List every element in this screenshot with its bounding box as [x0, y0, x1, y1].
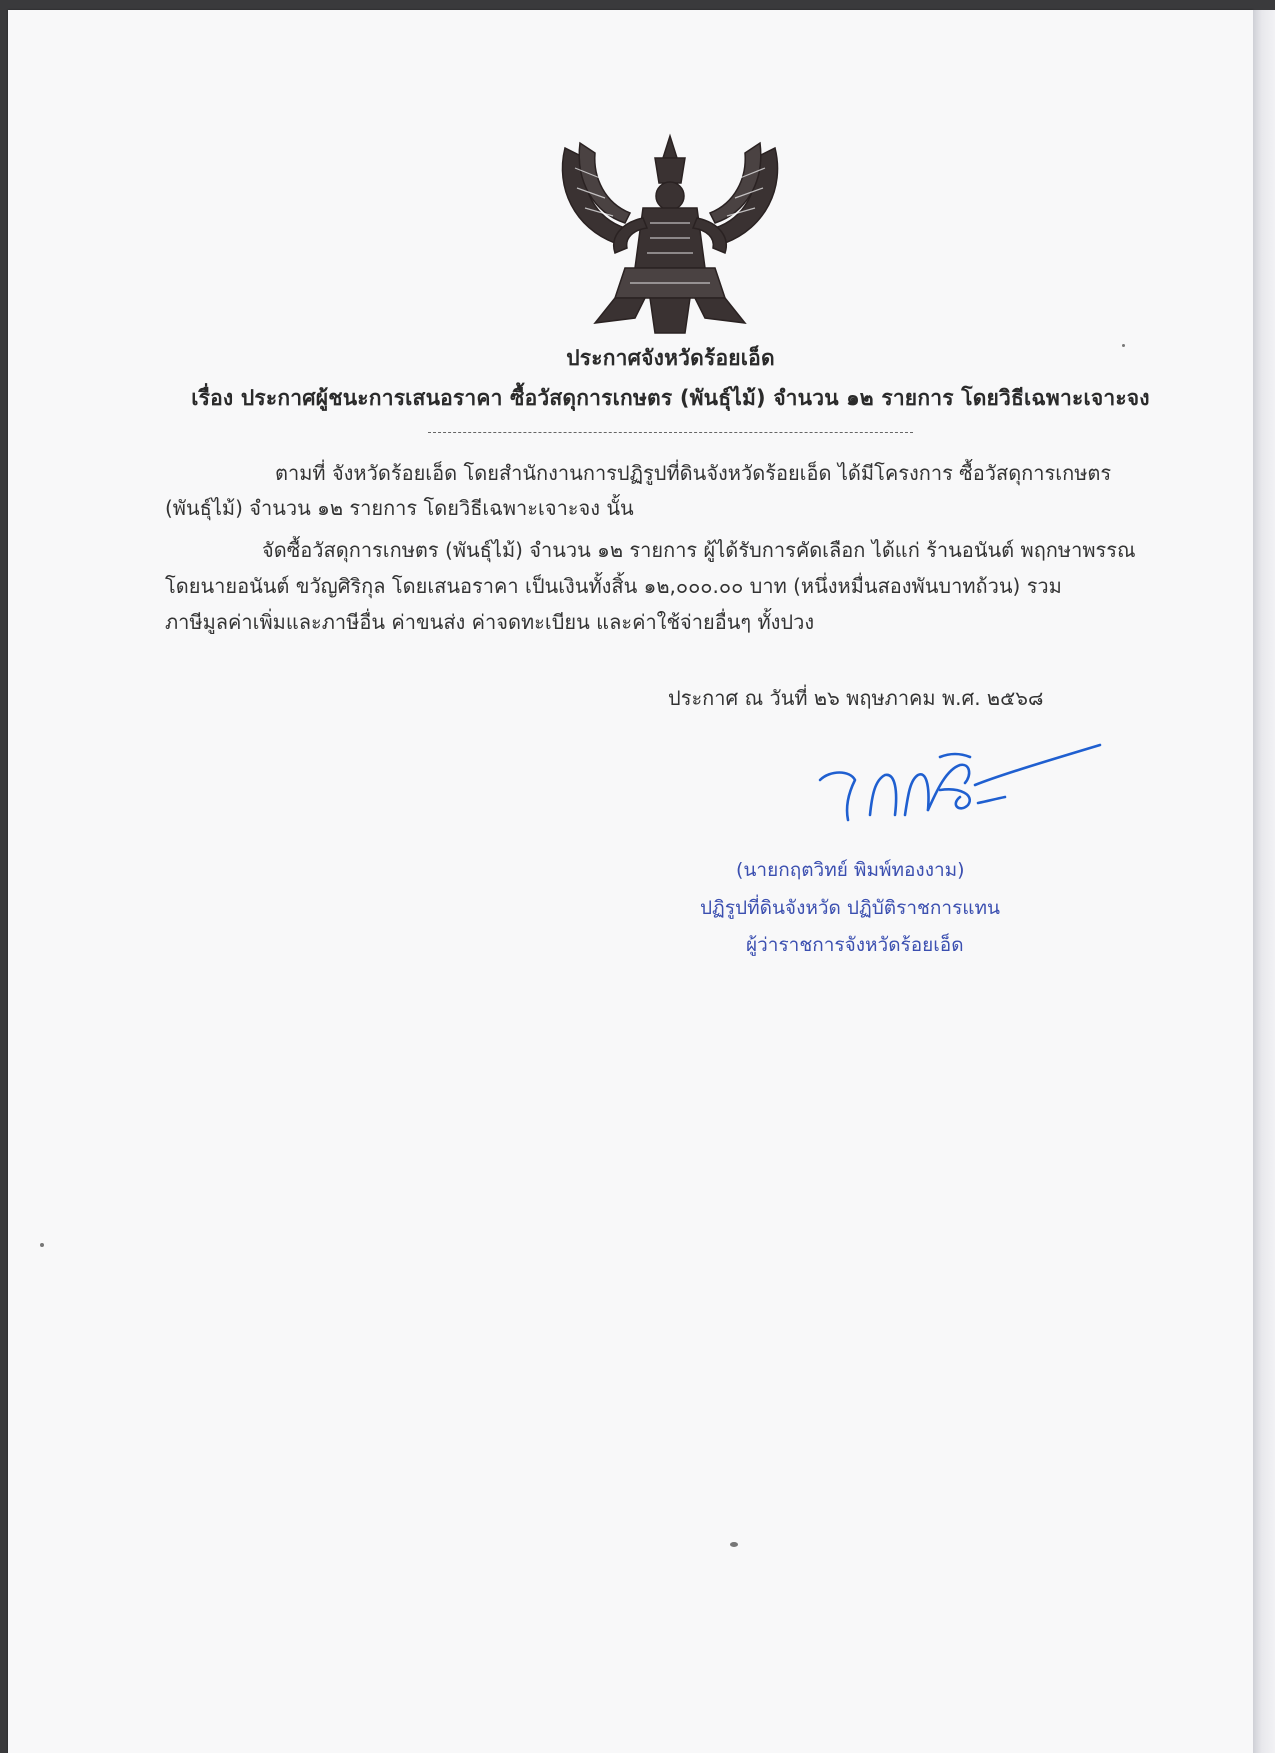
signatory-position: ปฏิรูปที่ดินจังหวัด ปฏิบัติราชการแทน	[700, 897, 1001, 919]
scan-speck	[1122, 344, 1125, 347]
scan-edge	[1253, 10, 1275, 1753]
paragraph-2-line-2: โดยนายอนันต์ ขวัญศิริกุล โดยเสนอราคา เป็นเงินทั้งสิ้น ๑๒,๐๐๐.๐๐ บาท (หนึ่งหมื่นสองพันบาทถ้วน) รวม	[165, 574, 1062, 598]
signatory-name: (นายกฤตวิทย์ พิมพ์ทองงาม)	[736, 859, 965, 881]
page-title: ประกาศจังหวัดร้อยเอ็ด	[566, 346, 775, 370]
divider	[428, 432, 913, 433]
paragraph-1-line-1: ตามที่ จังหวัดร้อยเอ็ด โดยสำนักงานการปฏิรูปที่ดินจังหวัดร้อยเอ็ด ได้มีโครงการ ซื้อวัสดุการเกษตร	[275, 461, 1112, 485]
scan-speck	[730, 1542, 738, 1547]
scan-speck	[40, 1243, 44, 1247]
paragraph-2-line-3: ภาษีมูลค่าเพิ่มและภาษีอื่น ค่าขนส่ง ค่าจดทะเบียน และค่าใช้จ่ายอื่นๆ ทั้งปวง	[165, 610, 815, 634]
signature-mark	[800, 735, 1110, 835]
paragraph-1-line-2: (พันธุ์ไม้) จำนวน ๑๒ รายการ โดยวิธีเฉพาะเจาะจง นั้น	[165, 496, 634, 520]
paragraph-2-line-1: จัดซื้อวัสดุการเกษตร (พันธุ์ไม้) จำนวน ๑๒ รายการ ผู้ได้รับการคัดเลือก ได้แก่ ร้านอนันต์ พฤกษาพรรณ	[262, 538, 1136, 562]
garuda-emblem-icon	[555, 128, 785, 338]
signatory-office: ผู้ว่าราชการจังหวัดร้อยเอ็ด	[746, 934, 964, 956]
subject-line: เรื่อง ประกาศผู้ชนะการเสนอราคา ซื้อวัสดุการเกษตร (พันธุ์ไม้) จำนวน ๑๒ รายการ โดยวิธีเฉพาะเจาะจง	[191, 386, 1150, 410]
announcement-date: ประกาศ ณ วันที่ ๒๖ พฤษภาคม พ.ศ. ๒๕๖๘	[668, 686, 1044, 710]
